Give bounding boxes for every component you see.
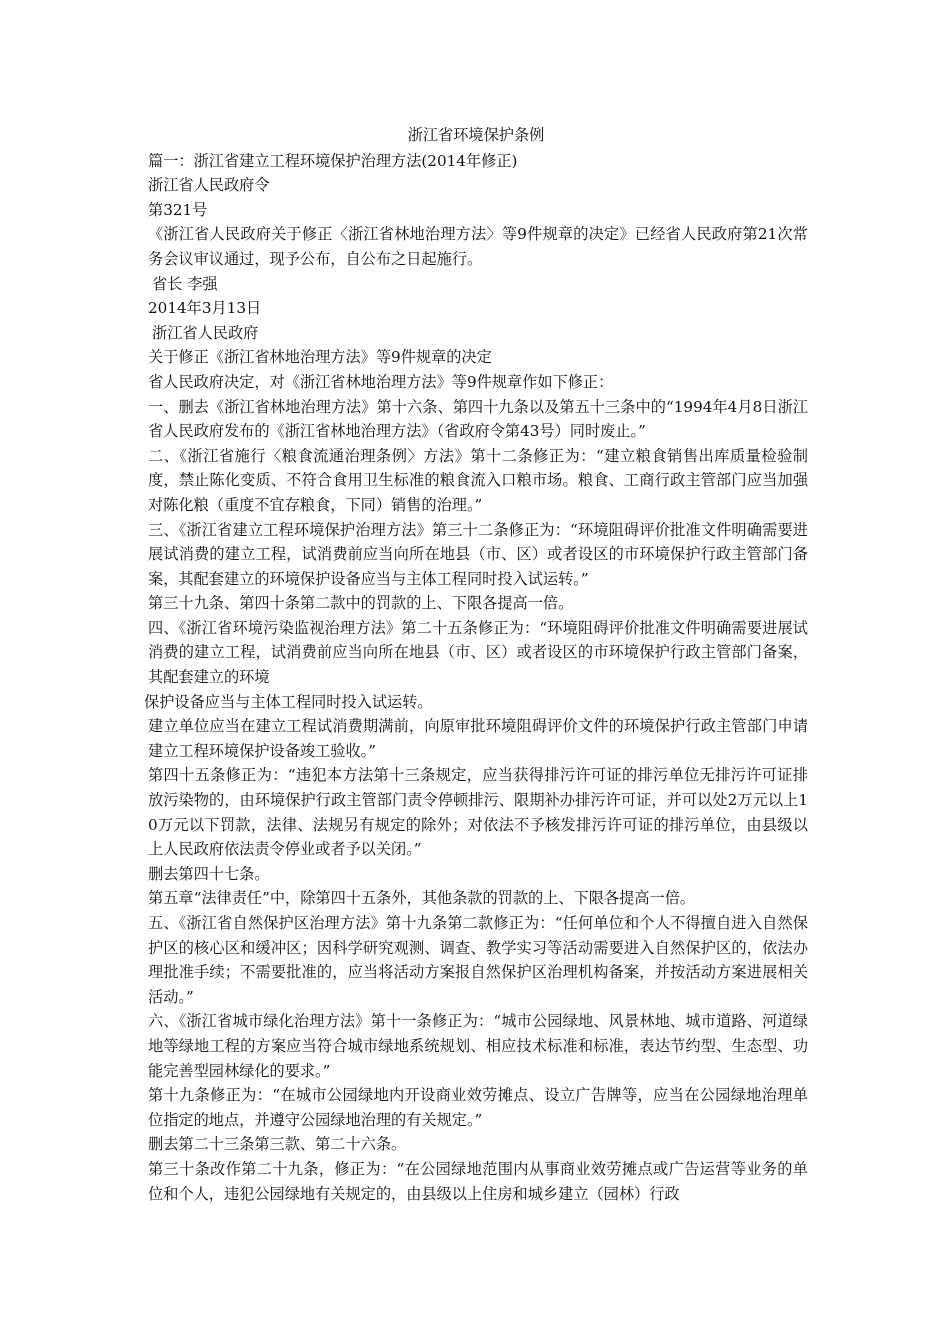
- paragraph: 保护设备应当与主体工程同时投入试运转。: [144, 692, 433, 711]
- paragraph: 《浙江省人民政府关于修正〈浙江省林地治理方法〉等9件规章的决定》已经省人民政府第21次常务会议审议通过，现予公布，自公布之日起施行。: [148, 225, 808, 268]
- paragraph: 二、《浙江省施行〈粮食流通治理条例〉方法》第十二条修正为：“建立粮食销售出库质量检验制度，禁止陈化变质、不符合食用卫生标准的粮食流入口粮市场。粮食、工商行政主管部门应当加强对陈化粮（重度不宜存粮食，下同）销售的治理。”: [148, 446, 808, 514]
- paragraph: 四、《浙江省环境污染监视治理方法》第二十五条修正为：“环境阻碍评价批准文件明确需要进展试消费的建立工程，试消费前应当向所在地县（市、区）或者设区的市环境保护行政主管部门备案，其配套建立的环境: [148, 618, 808, 687]
- paragraph: 省人民政府决定，对《浙江省林地治理方法》等9件规章作如下修正：: [148, 372, 614, 391]
- paragraph: 第三十条改作第二十九条，修正为：“在公园绿地范围内从事商业效劳摊点或广告运营等业务的单位和个人，违犯公园绿地有关规定的，由县级以上住房和城乡建立（园林）行政: [148, 1159, 808, 1203]
- paragraph: 第十九条修正为：“在城市公园绿地内开设商业效劳摊点、设立广告牌等，应当在公园绿地治理单位指定的地点，并遵守公园绿地治理的有关规定。”: [148, 1086, 808, 1129]
- paragraph: 删去第四十七条。: [148, 864, 270, 883]
- paragraph: 浙江省人民政府: [152, 323, 259, 342]
- document-page: [144, 118, 808, 1206]
- paragraph: 第四十五条修正为：“违犯本方法第十三条规定，应当获得排污许可证的排污单位无排污许可证排放污染物的，由环境保护行政主管部门责令停顿排污、限期补办排污许可证，并可以处2万元以上10万元以下罚款，法律、法规另有规定的除外；对依法不予核发排污许可证的排污单位，由县级以上人民政府依法责令停业或者予以关闭。”: [148, 766, 808, 859]
- paragraph: 2014年3月13日: [148, 299, 262, 318]
- paragraph: 建立单位应当在建立工程试消费期满前，向原审批环境阻碍评价文件的环境保护行政主管部门申请建立工程环境保护设备竣工验收。”: [148, 717, 808, 760]
- paragraph: 删去第二十三条第三款、第二十六条。: [148, 1135, 407, 1154]
- paragraph: 第321号: [148, 200, 208, 219]
- paragraph: 浙江省人民政府令: [148, 176, 270, 195]
- paragraph: 三、《浙江省建立工程环境保护治理方法》第三十二条修正为：“环境阻碍评价批准文件明确需要进展试消费的建立工程，试消费前应当向所在地县（市、区）或者设区的市环境保护行政主管部门备案，其配套建立的环境保护设备应当与主体工程同时投入试运转。”: [148, 520, 808, 588]
- paragraph: 省长 李强: [152, 274, 218, 293]
- paragraph: 第五章“法律责任”中，除第四十五条外，其他条款的罚款的上、下限各提高一倍。: [148, 889, 696, 908]
- paragraph: 篇一：浙江省建立工程环境保护治理方法(2014年修正): [148, 151, 518, 170]
- paragraph: 一、删去《浙江省林地治理方法》第十六条、第四十九条以及第五十三条中的“1994年4月8日浙江省人民政府发布的《浙江省林地治理方法》（省政府令第43号）同时废止。”: [148, 397, 808, 441]
- paragraph: 关于修正《浙江省林地治理方法》等9件规章的决定: [148, 348, 492, 367]
- paragraph: 五、《浙江省自然保护区治理方法》第十九条第二款修正为：“任何单位和个人不得擅自进入自然保护区的核心区和缓冲区；因科学研究观测、调查、教学实习等活动需要进入自然保护区的，依法办理批准手续；不需要批准的，应当将活动方案报自然保护区治理机构备案，并按活动方案进展相关活动。”: [148, 914, 808, 1006]
- paragraph: 第三十九条、第四十条第二款中的罚款的上、下限各提高一倍。: [148, 594, 574, 613]
- document-title: 浙江省环境保护条例: [407, 126, 545, 144]
- paragraph: 六、《浙江省城市绿化治理方法》第十一条修正为：“城市公园绿地、风景林地、城市道路、河道绿地等绿地工程的方案应当符合城市绿地系统规划、相应技术标准和标准，表达节约型、生态型、功能完善型园林绿化的要求。”: [148, 1012, 808, 1080]
